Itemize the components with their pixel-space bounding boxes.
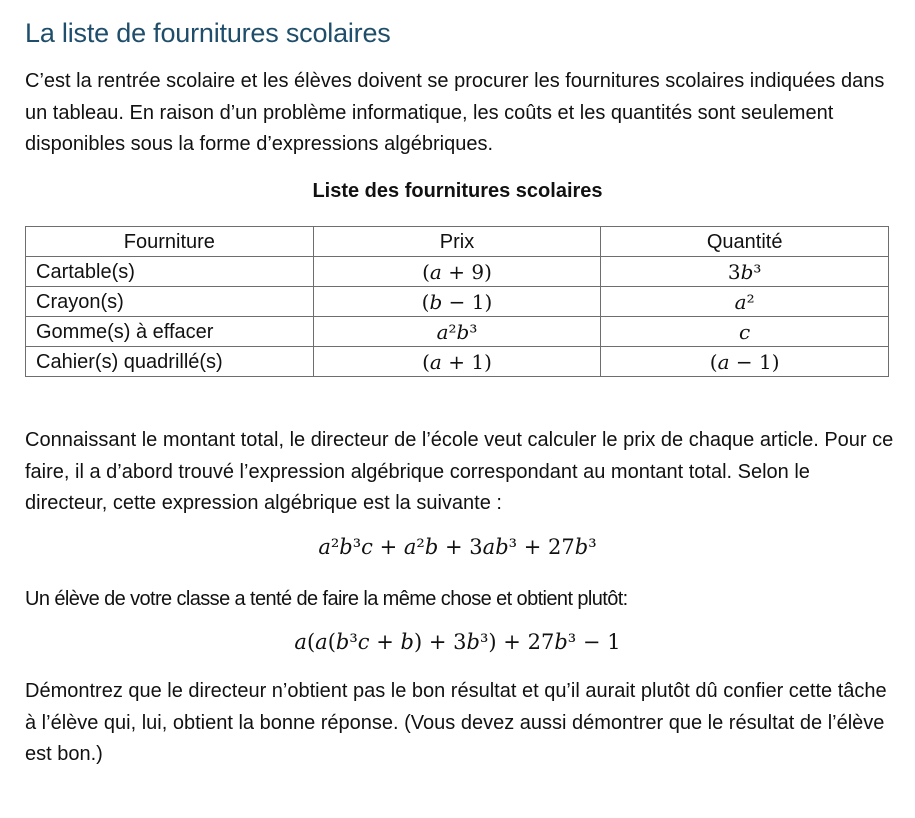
page-title: La liste de fournitures scolaires [25,18,391,48]
table-header-row [26,227,889,257]
cell-quantity: (a − 1) [601,347,889,377]
cell-price: (b − 1) [313,287,601,317]
cell-item: Crayon(s) [26,287,314,317]
header-prix: Prix [313,227,601,257]
cell-price: (a + 1) [313,347,601,377]
header-quantite: Quantité [601,227,889,257]
table-row [26,257,889,287]
director-paragraph: Connaissant le montant total, le directeur de l’école veut calculer le prix de chaque article. Pour ce faire, il a d’abord trouvé l’expression algébrique correspondant au montant total. Selon le directeur, cette expression algébrique est la suivante : [25,429,894,514]
cell-price: a²b³ [313,317,601,347]
cell-quantity: a² [601,287,889,317]
cell-item: Cahier(s) quadrillé(s) [26,347,314,377]
cell-quantity: 3b³ [601,257,889,287]
director-expression: a²b³c + a²b + 3ab³ + 27b³ [318,535,597,559]
table-row [26,317,889,347]
table-caption: Liste des fournitures scolaires [312,180,603,202]
table-row [26,347,889,377]
cell-item: Cartable(s) [26,257,314,287]
header-fourniture: Fourniture [26,227,314,257]
cell-quantity: c [601,317,889,347]
student-expression: a(a(b³c + b) + 3b³) + 27b³ − 1 [294,630,621,654]
intro-paragraph: C’est la rentrée scolaire et les élèves doivent se procurer les fournitures scolaires indiquées dans un tableau. En raison d’un problème informatique, les coûts et les quantités sont seulement disponibles sous la forme d’expressions algébriques. [25,70,885,155]
cell-price: (a + 9) [313,257,601,287]
cell-item: Gomme(s) à effacer [26,317,314,347]
task-paragraph: Démontrez que le directeur n’obtient pas le bon résultat et qu’il aurait plutôt dû confier cette tâche à l’élève qui, lui, obtient la bonne réponse. (Vous devez aussi démontrer que le résultat de l’élève est bon.) [25,680,887,765]
table-row [26,287,889,317]
supplies-table [25,226,889,377]
student-paragraph: Un élève de votre classe a tenté de faire la même chose et obtient plutôt: [25,588,628,610]
